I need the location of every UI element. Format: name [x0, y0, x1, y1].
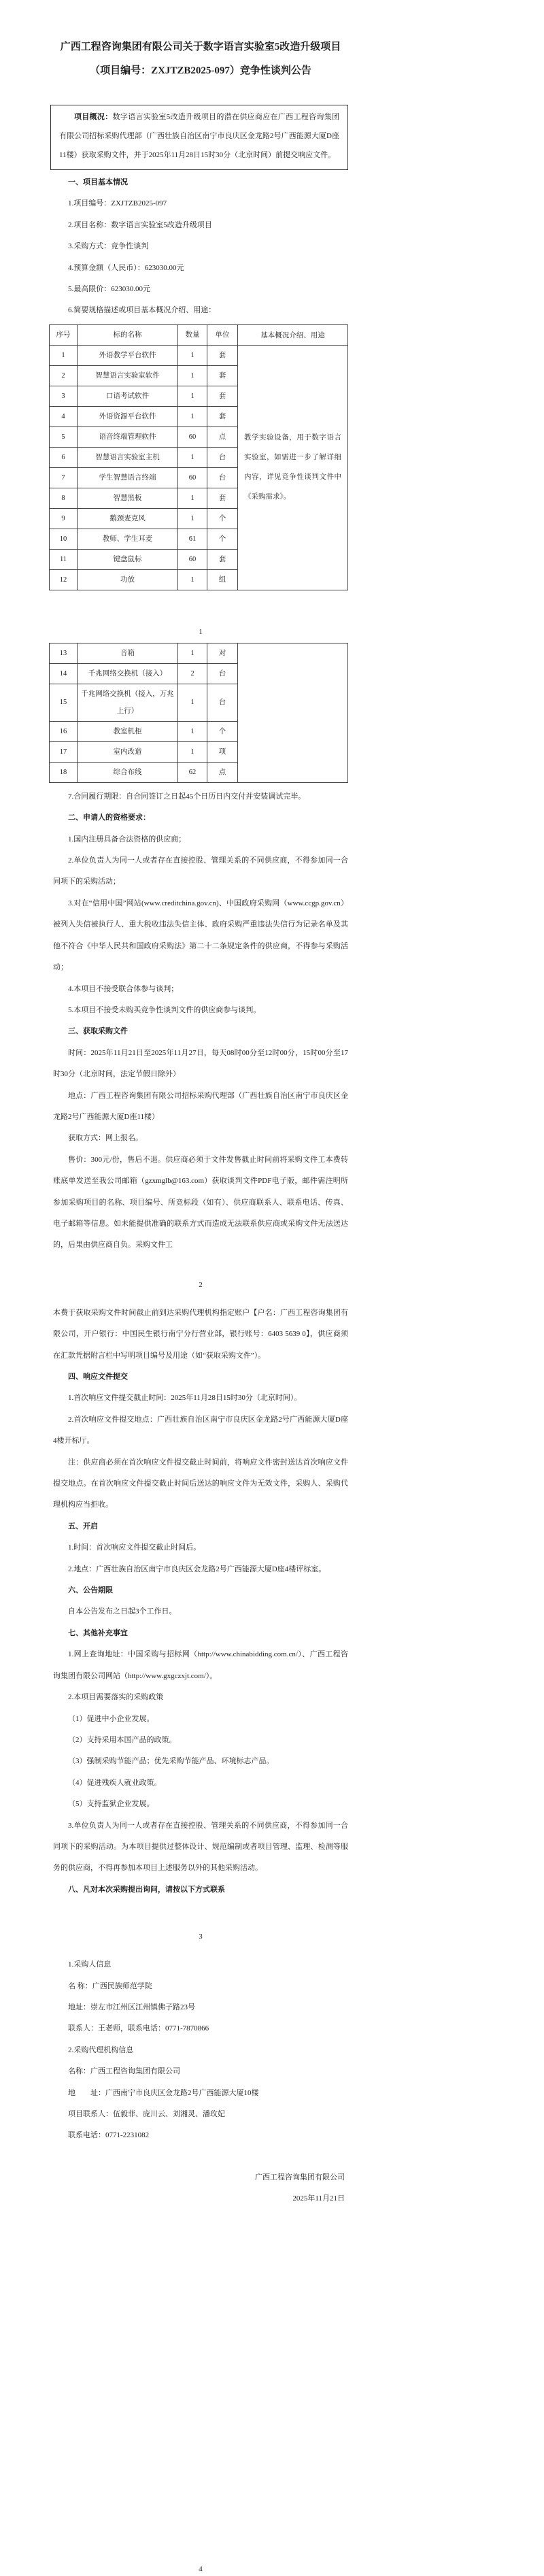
paragraph: 售价：300元/份，售后不退。供应商必须于文件发售截止时间前将采购文件工本费转账底单发送至我公司邮箱（gzxmglb@163.com）获取谈判文件PDF电子版，邮件需注明所参加采购项目的名称、项目编号、所竞标段（如有）、供应商联系人、联系电话、传真、电子邮箱等信息。如未能提供准确的联系方式而造成无法联系供应商或采购文件无法送达的，后果由供应商自负。采购文件工: [53, 1155, 348, 1250]
overview-label: 项目概况：: [74, 113, 113, 121]
cell-name: 键盘鼠标: [78, 549, 178, 569]
paragraph: 2.单位负责人为同一人或者存在直接控股、管理关系的不同供应商，不得参加同一合同项下的采购活动；: [53, 856, 348, 886]
cell-unit: 点: [207, 762, 238, 782]
paragraph: 获取方式：网上报名。: [68, 1134, 143, 1143]
table-note-column: [238, 324, 348, 590]
section-heading: 八、凡对本次采购提出询问，请按以下方式联系: [68, 1885, 225, 1894]
cell-unit: 套: [207, 406, 238, 426]
paragraph: 5.最高限价：623030.00元: [68, 285, 150, 294]
cell-name: 教室机柜: [78, 721, 178, 741]
cell-name: 音箱: [78, 643, 178, 663]
cell-name: 千兆网络交换机（接入，万兆上行）: [78, 684, 178, 721]
cell-unit: 台: [207, 684, 238, 721]
overview-body: 数字语言实验室5改造升级项目的潜在供应商应在广西工程咨询集团有限公司招标采购代理部（广西壮族自治区南宁市良庆区金龙路2号广西能源大厦D座11楼）获取采购文件，并于2025年11月28日15时30分（北京时间）前提交响应文件。: [59, 113, 340, 159]
table-note-column-2: [238, 643, 348, 783]
signature-block: [53, 2167, 348, 2210]
cell-no: 4: [50, 406, 78, 426]
cell-no: 15: [50, 684, 78, 721]
table-row: [50, 345, 238, 365]
cell-qty: 1: [178, 345, 207, 365]
cell-unit: 项: [207, 741, 238, 762]
cell-unit: 套: [207, 345, 238, 365]
table-row: [50, 467, 238, 488]
cell-no: 10: [50, 529, 78, 549]
cell-no: 2: [50, 365, 78, 386]
table-row: [50, 643, 238, 663]
table-row: [50, 426, 238, 447]
cell-unit: 套: [207, 365, 238, 386]
cell-qty: 1: [178, 488, 207, 508]
cell-name: 智慧黑板: [78, 488, 178, 508]
paragraph: 时间：2025年11月21日至2025年11月27日，每天08时00分至12时00分，15时00分至17时30分（北京时间，法定节假日除外）: [53, 1048, 348, 1079]
paragraph: 地址：崇左市江州区江州镇佛子路23号: [68, 2003, 195, 2011]
cell-name: 室内改造: [78, 741, 178, 762]
cell-name: 口语考试软件: [78, 386, 178, 406]
paragraph: （2）支持采用本国产品的政策。: [68, 1735, 177, 1744]
cell-name: 智慧语言实验室软件: [78, 365, 178, 386]
qualification-items: [53, 829, 348, 1022]
paragraph: 名称：广西工程咨询集团有限公司: [68, 2067, 180, 2076]
paragraph: 4.本项目不接受联合体参与谈判；: [68, 984, 179, 993]
cell-unit: 台: [207, 467, 238, 488]
page-number-3: 3: [199, 1933, 203, 1941]
paragraph: 项目联系人：伍毅菲、庞川云、刘湘灵、潘玫妃: [68, 2110, 225, 2118]
cell-no: 14: [50, 663, 78, 684]
cell-no: 6: [50, 447, 78, 467]
cell-name: 综合布线: [78, 762, 178, 782]
sections-page3: [53, 1303, 348, 1901]
table-row: [50, 684, 238, 721]
cell-name: 智慧语言实验室主机: [78, 447, 178, 467]
section-heading: 一、项目基本情况: [68, 178, 128, 186]
section-basic-info: [53, 172, 348, 322]
table-note-text: [238, 346, 347, 590]
cell-no: 18: [50, 762, 78, 782]
paragraph: 3.单位负责人为同一人或者存在直接控股、管理关系的不同供应商，不得参加同一合同项下的采购活动。为本项目提供过整体设计、规范编制或者项目管理、监理、检测等服务的供应商，不得再参加本项目上述服务以外的其他采购活动。: [53, 1821, 348, 1873]
paragraph: 3.对在“信用中国”网站(www.creditchina.gov.cn)、中国政府采购网（www.ccgp.gov.cn）被列入失信被执行人、重大税收违法失信主体、政府采购严重违法失信行为记录名单及其他不符合《中华人民共和国政府采购法》第二十二条规定条件的供应商，不得参与采购活动；: [53, 899, 348, 972]
section-heading: 五、开启: [68, 1522, 98, 1530]
paragraph: 2.地点：广西壮族自治区南宁市良庆区金龙路2号广西能源大厦D座4楼评标室。: [68, 1565, 326, 1573]
table-row: [50, 488, 238, 508]
supplementary-items: [53, 1644, 348, 1879]
paragraph: 2.采购代理机构信息: [68, 2045, 134, 2054]
paragraph: 联系人：王老师，联系电话：0771-7870866: [68, 2024, 209, 2033]
cell-no: 13: [50, 643, 78, 663]
cell-name: 学生智慧语言终端: [78, 467, 178, 488]
cell-qty: 1: [178, 447, 207, 467]
cell-no: 11: [50, 549, 78, 569]
paragraph: 3.采购方式：竞争性谈判: [68, 242, 149, 251]
paragraph-payment-continuation: 本费于获取采购文件时间截止前到达采购代理机构指定账户【户名：广西工程咨询集团有限公司，开户银行：中国民生银行南宁分行营业部，银行账号：6403 5639 0】，供应商须在汇款凭据附言栏中写明项目编号及用途（如“获取采购文件”）。: [53, 1308, 348, 1360]
paragraph: 注：供应商必须在首次响应文件提交截止时间前，将响应文件密封送达首次响应文件提交地点。在首次响应文件提交截止时间后送达的响应文件为无效文件，采购人、采购代理机构应当拒收。: [53, 1458, 348, 1509]
cell-unit: 套: [207, 488, 238, 508]
paragraph: （1）促进中小企业发展。: [68, 1714, 154, 1723]
title-line-2: （项目编号：ZXJTZB2025-097）竞争性谈判公告: [90, 65, 311, 76]
items-table-part1: [49, 324, 348, 590]
items-table-left-2: [49, 643, 238, 783]
table-body-part2: [50, 643, 238, 782]
cell-qty: 1: [178, 643, 207, 663]
document-title: [53, 35, 348, 83]
paragraph: 联系电话：0771-2231082: [68, 2131, 150, 2140]
section-heading: 七、其他补充事宜: [68, 1628, 128, 1637]
cell-no: 17: [50, 741, 78, 762]
cell-qty: 1: [178, 365, 207, 386]
table-row: [50, 406, 238, 426]
document-content: [53, 35, 348, 2576]
cell-no: 9: [50, 508, 78, 529]
cell-unit: 台: [207, 447, 238, 467]
table-row: [50, 741, 238, 762]
page-number-1: 1: [199, 627, 203, 636]
cell-qty: 1: [178, 684, 207, 721]
paragraph: 1.时间：首次响应文件提交截止时间后。: [68, 1543, 201, 1552]
table-row: [50, 508, 238, 529]
paragraph: 1.采购人信息: [68, 1960, 112, 1969]
announcement-period-items: [53, 1601, 348, 1622]
col-header-qty: 数量: [178, 324, 207, 345]
col-header-note: 基本概况介绍、用途: [238, 325, 347, 346]
cell-qty: 60: [178, 467, 207, 488]
cell-unit: 个: [207, 721, 238, 741]
page-number-2: 2: [199, 1280, 203, 1289]
table-row: [50, 447, 238, 467]
paragraph: 1.网上查询地址：中国采购与招标网（http://www.chinabidding.com.cn/）、广西工程咨询集团有限公司网站（http://www.gxgczxjt.com/）。: [53, 1650, 348, 1680]
cell-no: 5: [50, 426, 78, 447]
cell-name: 功放: [78, 569, 178, 590]
paragraph: 2.首次响应文件提交地点：广西壮族自治区南宁市良庆区金龙路2号广西能源大厦D座4楼开标厅。: [53, 1415, 348, 1445]
cell-no: 16: [50, 721, 78, 741]
project-overview-text: [59, 107, 339, 165]
col-header-no: 序号: [50, 324, 78, 345]
cell-qty: 1: [178, 406, 207, 426]
paragraph: 自本公告发布之日起3个工作日。: [68, 1607, 177, 1616]
table-row: [50, 663, 238, 684]
cell-qty: 1: [178, 741, 207, 762]
cell-unit: 点: [207, 426, 238, 447]
table-header-row: [50, 324, 238, 345]
table-row: [50, 529, 238, 549]
paragraph: 6.简要规格描述或项目基本概况介绍、用途：: [68, 306, 216, 315]
response-submission-items: [53, 1388, 348, 1516]
paragraph: 地点：广西工程咨询集团有限公司招标采购代理部（广西壮族自治区南宁市良庆区金龙路2号广西能源大厦D座11楼）: [53, 1091, 348, 1121]
section-heading: 三、获取采购文件: [68, 1027, 128, 1036]
signature-date: 2025年11月21日: [292, 2194, 345, 2203]
cell-unit: 个: [207, 529, 238, 549]
paragraph: 4.预算金额（人民币）：623030.00元: [68, 263, 184, 272]
cell-unit: 个: [207, 508, 238, 529]
paragraph: 地 址：广西南宁市良庆区金龙路2号广西能源大厦10楼: [68, 2088, 259, 2097]
cell-qty: 1: [178, 721, 207, 741]
cell-qty: 62: [178, 762, 207, 782]
sections-after-table: [53, 786, 348, 1256]
cell-unit: 套: [207, 386, 238, 406]
paragraph: 5.本项目不接受未购买竞争性谈判文件的供应商参与谈判。: [68, 1005, 261, 1014]
cell-no: 7: [50, 467, 78, 488]
paragraph: 名 称：广西民族师范学院: [68, 1981, 152, 1990]
cell-qty: 1: [178, 569, 207, 590]
paragraph: （4）促进残疾人就业政策。: [68, 1778, 162, 1787]
note-text: 教学实验设备，用于数字语言实验室，如需进一步了解详细内容，详见竞争性谈判文件中《采购需求》。: [244, 434, 341, 501]
cell-qty: 1: [178, 508, 207, 529]
table-row: [50, 365, 238, 386]
signature-company: 广西工程咨询集团有限公司: [255, 2173, 345, 2181]
table-note-empty: [238, 643, 347, 782]
basic-info-items: [53, 193, 348, 321]
paragraph: （3）强制采购节能产品；优先采购节能产品、环境标志产品。: [68, 1757, 274, 1766]
cell-no: 1: [50, 345, 78, 365]
cell-qty: 60: [178, 549, 207, 569]
cell-qty: 1: [178, 386, 207, 406]
cell-no: 8: [50, 488, 78, 508]
paragraph: 1.首次响应文件提交截止时间：2025年11月28日15时30分（北京时间）。: [68, 1394, 302, 1403]
cell-name: 千兆网络交换机（接入）: [78, 663, 178, 684]
table-row: [50, 721, 238, 741]
paragraph: （5）支持监狱企业发展。: [68, 1800, 154, 1809]
section-heading: 四、响应文件提交: [68, 1373, 128, 1381]
title-line-1: 广西工程咨询集团有限公司关于数字语言实验室5改造升级项目: [60, 41, 341, 52]
table-row: [50, 762, 238, 782]
table-row: [50, 386, 238, 406]
cell-name: 鹅颈麦克风: [78, 508, 178, 529]
project-overview-box: [50, 105, 348, 170]
cell-qty: 61: [178, 529, 207, 549]
cell-no: 3: [50, 386, 78, 406]
table-body-part1: [50, 345, 238, 590]
cell-qty: 2: [178, 663, 207, 684]
paragraph: 1.项目编号：ZXJTZB2025-097: [68, 199, 167, 208]
cell-unit: 台: [207, 663, 238, 684]
cell-unit: 套: [207, 549, 238, 569]
col-header-unit: 单位: [207, 324, 238, 345]
paragraph-contract-period: 7.合同履行期限：自合同签订之日起45个日历日内交付并安装调试完毕。: [68, 792, 306, 801]
cell-name: 教师、学生耳麦: [78, 529, 178, 549]
items-table-left: [49, 324, 238, 590]
section-heading: 六、公告期限: [68, 1586, 113, 1595]
cell-name: 外语资源平台软件: [78, 406, 178, 426]
table-row: [50, 569, 238, 590]
section-heading: 二、申请人的资格要求：: [68, 814, 150, 822]
table-row: [50, 549, 238, 569]
cell-unit: 组: [207, 569, 238, 590]
paragraph: 2.本项目需要落实的采购政策: [68, 1693, 164, 1702]
opening-items: [53, 1537, 348, 1580]
cell-unit: 对: [207, 643, 238, 663]
cell-no: 12: [50, 569, 78, 590]
cell-name: 外语教学平台软件: [78, 345, 178, 365]
cell-qty: 60: [178, 426, 207, 447]
paragraph: 2.项目名称：数字语言实验室5改造升级项目: [68, 220, 212, 229]
paragraph: 1.国内注册具备合法资格的供应商；: [68, 835, 186, 843]
document-acquisition-items: [53, 1043, 348, 1256]
cell-name: 语音终端管理软件: [78, 426, 178, 447]
items-table-part2: [49, 643, 348, 783]
col-header-name: 标的名称: [78, 324, 178, 345]
contact-info-items: [53, 1954, 348, 2147]
page-number-4: 4: [199, 2564, 203, 2573]
